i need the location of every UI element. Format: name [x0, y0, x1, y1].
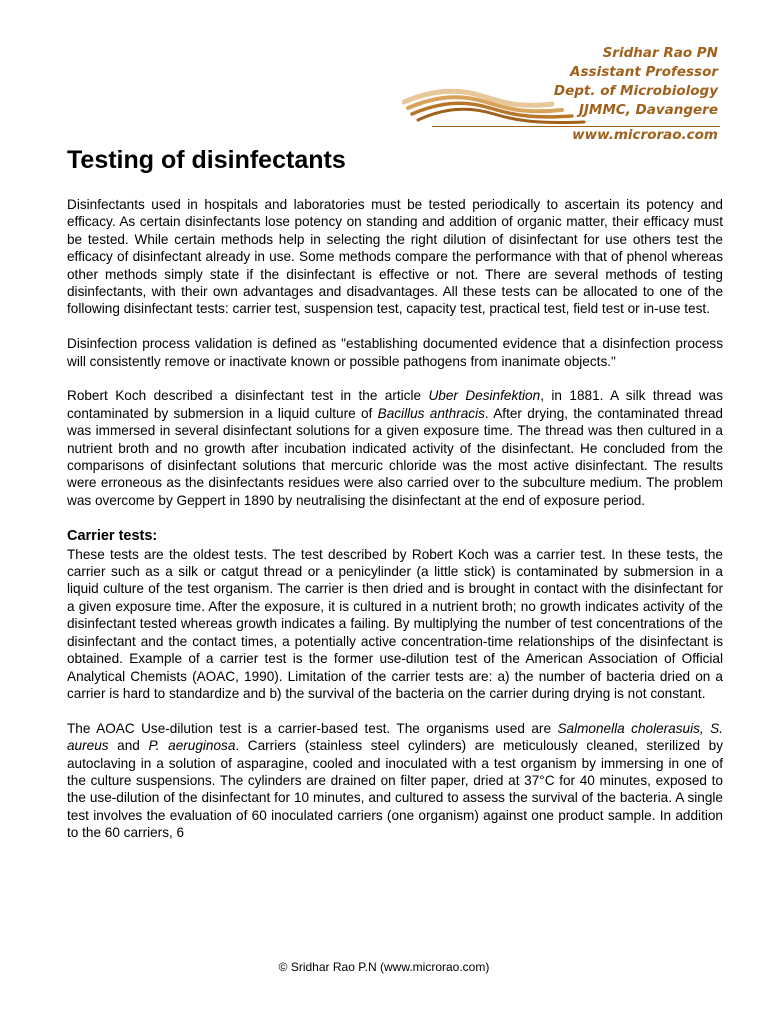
paragraph-koch	[67, 387, 723, 509]
website-link[interactable]: www.microrao.com	[572, 127, 718, 143]
paragraph-validation: Disinfection process validation is defined as "establishing documented evidence that a disinfection process will consistently remove or inactivate known or possible pathogens from inanimate objects."	[67, 336, 723, 369]
swoosh-logo-icon	[402, 86, 592, 126]
paragraph-carrier: These tests are the oldest tests. The test described by Robert Koch was a carrier test. In these tests, the carrier such as a silk or catgut thread or a penicylinder (a little stick) is contaminated by submersion in a liquid culture of the test organism. The carrier is then dried and is brought in contact with the disinfectant for a given exposure time. After the exposure, it is cultured in a nutrient broth; no growth indicates activity of the disinfectant tested whereas growth indicates a failing. By multiplying the number of test concentrations of the disinfectant and the contact times, a potentially active concentration-time relationships of the disinfectant is obtained. Example of a carrier test is the former use-dilution test of the American Association of Official Analytical Chemists (AOAC, 1990). Limitation of the carrier tests are: a) the number of bacteria dried on a carrier is hard to standardize and b) the survival of the bacteria on the carrier during drying is not constant.	[67, 546, 723, 701]
koch-text-b: , in 1881. A silk thread was contaminated by submersion in a liquid culture of	[67, 388, 723, 421]
aoac-organism-1: Salmonella cholerasuis, S. aureus	[67, 720, 723, 754]
carrier-tests-heading: Carrier tests:	[67, 527, 158, 544]
author-name: Sridhar Rao PN	[602, 45, 718, 61]
koch-text-a: Robert Koch described a disinfectant test in the article	[67, 388, 429, 404]
author-institution: JJMMC, Davangere	[578, 102, 718, 118]
author-position: Assistant Professor	[570, 64, 718, 80]
page-title: Testing of disinfectants	[67, 146, 346, 174]
header-rule	[432, 126, 720, 127]
koch-organism: Bacillus anthracis	[377, 405, 485, 421]
paragraph-intro: Disinfectants used in hospitals and laboratories must be tested periodically to ascertain its potency and efficacy. As certain disinfectants lose potency on standing and addition of organic matter, their efficacy must be tested. While certain methods help in selecting the right dilution of disinfectant for use others test the efficacy of disinfectant already in use. Some methods compare the performance with that of phenol whereas other methods simply state if the disinfectant is effective or not. There are several methods of testing disinfectants, with their own advantages and disadvantages. All these tests can be allocated to one of the following disinfectant tests: carrier test, suspension test, capacity test, practical test, field test or in-use test.	[67, 197, 723, 317]
aoac-organism-2: P. aeruginosa	[148, 738, 236, 754]
page-footer: © Sridhar Rao P.N (www.microrao.com)	[278, 960, 490, 974]
aoac-and: and	[108, 738, 149, 754]
paragraph-aoac	[67, 720, 723, 842]
aoac-text-a: The AOAC Use-dilution test is a carrier-based test. The organisms used are	[67, 720, 558, 736]
koch-article-title: Uber Desinfektion	[428, 388, 541, 404]
document-body	[67, 196, 723, 842]
koch-text-c: . After drying, the contaminated thread was immersed in several disinfectant solutions for a given exposure time. The thread was then cultured in a nutrient broth and no growth after incubation indicated activity of the disinfectant. He concluded from the comparisons of disinfectant solutions that mercuric chloride was the most active disinfectant. The results were erroneous as the disinfectants residues were also carried over to the subculture medium. The problem was overcome by Geppert in 1890 by neutralising the disinfectant at the end of exposure period.	[67, 405, 723, 508]
aoac-text-b: . Carriers (stainless steel cylinders) are meticulously cleaned, sterilized by autoclaving in a solution of asparagine, cooled and inoculated with a test organism by immersing in one of the culture suspensions. The cylinders are drained on filter paper, dried at 37°C for 40 minutes, exposed to the use-dilution of the disinfectant for 10 minutes, and cultured to assess the survival of the bacteria. A single test involves the evaluation of 60 inoculated carriers (one organism) against one product sample. In addition to the 60 carriers, 6	[67, 738, 723, 841]
author-department: Dept. of Microbiology	[553, 83, 718, 99]
